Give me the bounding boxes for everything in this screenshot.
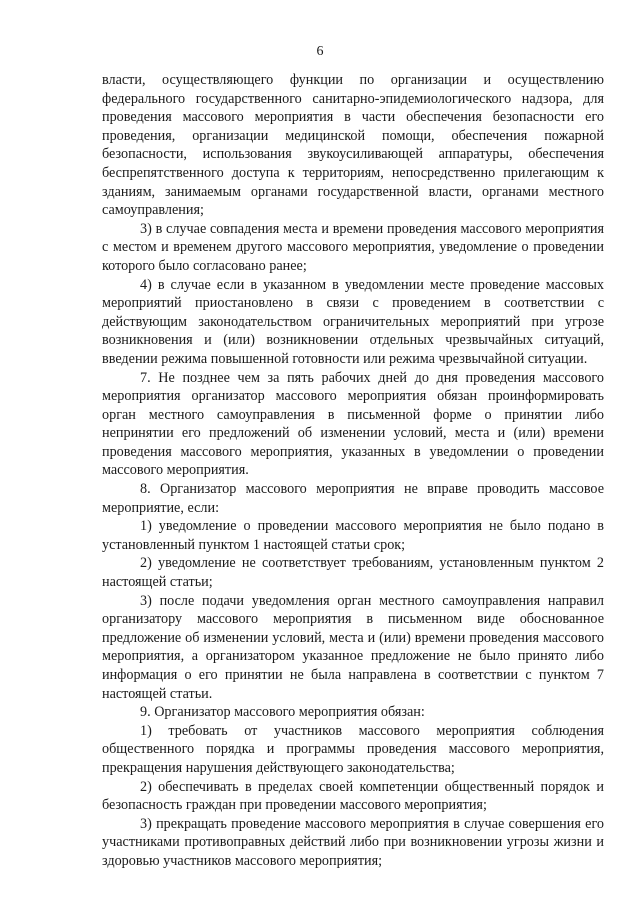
paragraph-clause-8-item-1: 1) уведомление о проведении массового мероприятия не было подано в установленный пунктом 1 настоящей статьи срок; [102,518,604,553]
paragraph-clause-7: 7. Не позднее чем за пять рабочих дней до дня проведения массового мероприятия организатор массового мероприятия обязан проинформировать орган местного самоуправления в письменной форме о принятии либо непринятии его предложений об изменении условий, места и (или) времени проведения массового мероприятия, указанных в уведомлении о проведении массового мероприятия. [102,369,604,479]
paragraph-clause-9: 9. Организатор массового мероприятия обязан: [140,704,425,721]
paragraph-clause-8-item-3: 3) после подачи уведомления орган местного самоуправления направил организатору массового мероприятия в письменном виде обоснованное предложение об изменении условий, места и (или) времени проведения массового мероприятия, а организатором указанное предложение не было принято либо информация о его принятии не была направлена в соответствии с пунктом 7 настоящей статьи. [102,592,604,702]
page-number: 6 [316,44,324,59]
paragraph-clause-8-item-2: 2) уведомление не соответствует требованиям, установленным пунктом 2 настоящей статьи; [102,555,604,591]
paragraph-clause-9-item-1: 1) требовать от участников массового мероприятия соблюдения общественного порядка и программы проведения массового мероприятия, прекращения нарушения действующего законодательства; [102,722,604,776]
paragraph-item-4: 4) в случае если в указанном в уведомлении месте проведение массовых мероприятий приостановлено в связи с проведением в соответствии с действующим законодательством ограничительных мероприятий при угрозе возникновения и (или) возникновении отдельных чрезвычайных ситуаций, введении режима повышенной готовности или режима чрезвычайной ситуации. [102,276,604,367]
paragraph-clause-9-item-2: 2) обеспечивать в пределах своей компетенции общественный порядок и безопасность граждан при проведении массового мероприятия; [102,778,604,814]
paragraph-item-3: 3) в случае совпадения места и времени проведения массового мероприятия с местом и временем другого массового мероприятия, уведомление о проведении которого было согласовано ранее; [102,220,604,274]
paragraph-continuation: власти, осуществляющего функции по организации и осуществлению федерального государственного санитарно-эпидемиологического надзора, для проведения массового мероприятия в части обеспечения безопасности его проведения, организации медицинской помощи, обеспечения пожарной безопасности, использования звукоусиливающей аппаратуры, обеспечения беспрепятственного доступа к территориям, непосредственно прилегающим к зданиям, занимаемым органами государственной власти, органами местного самоуправления; [102,72,604,219]
paragraph-clause-9-item-3: 3) прекращать проведение массового мероприятия в случае совершения его участниками противоправных действий либо при возникновении угрозы жизни и здоровью участников массового мероприятия; [102,815,604,869]
paragraph-clause-8: 8. Организатор массового мероприятия не вправе проводить массовое мероприятие, если: [102,481,604,516]
document-body [102,71,604,871]
